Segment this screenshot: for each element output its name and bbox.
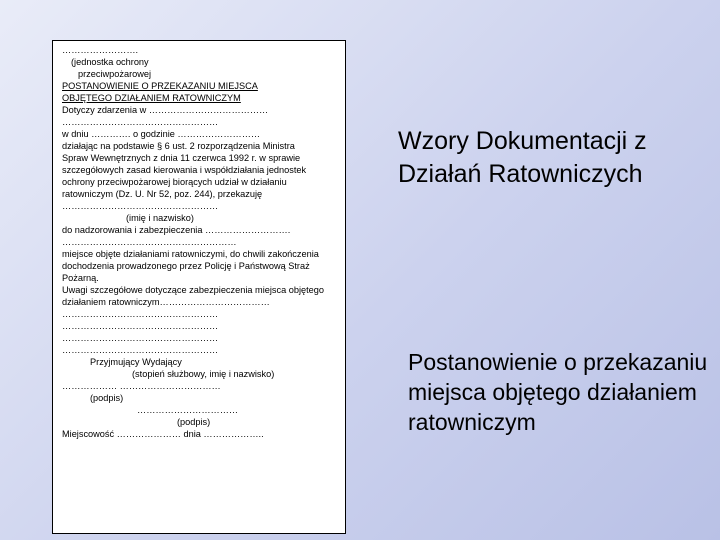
document-line: ………………………………………………… [62, 237, 237, 247]
document-line: (podpis) [90, 393, 124, 403]
document-line: …………………………………………… [62, 333, 219, 343]
document-line: Miejscowość ………………… dnia ……………….. [62, 429, 264, 439]
document-line: …………………………… [137, 405, 239, 415]
document-line: Dotyczy zdarzenia w ………………………………… [62, 105, 269, 115]
document-line: …………………………………………… [62, 321, 219, 331]
document-line: miejsce objęte działaniami ratowniczymi, do chwili zakończenia [62, 249, 319, 259]
document-line: ……………………. [62, 45, 139, 55]
document-line: ratowniczym (Dz. U. Nr 52, poz. 244), przekazuję [62, 189, 263, 199]
document-line: …………………………………………… [62, 345, 219, 355]
document-line: (imię i nazwisko) [126, 213, 194, 223]
document-line: działaniem ratowniczym……………………………… [62, 297, 270, 307]
document-line: (podpis) [177, 417, 211, 427]
document-line: (stopień służbowy, imię i nazwisko) [132, 369, 275, 379]
document-line: szczegółowych zasad kierowania i współdziałania jednostek [62, 165, 307, 175]
document-line: POSTANOWIENIE O PRZEKAZANIU MIEJSCA [62, 81, 258, 91]
document-line: ochrony przeciwpożarowej biorących udział w działaniu [62, 177, 287, 187]
document-line: …………………………………………… [62, 117, 219, 127]
document-line: Spraw Wewnętrznych z dnia 11 czerwca 1992 r. w sprawie [62, 153, 301, 163]
document-line: Przyjmujący Wydający [90, 357, 182, 367]
document-line: do nadzorowania i zabezpieczenia ………………………. [62, 225, 291, 235]
document-form [52, 40, 346, 534]
document-line: …………………………………………… [62, 309, 219, 319]
document-line: dochodzenia prowadzonego przez Policję i Państwową Straż [62, 261, 310, 271]
document-line: w dniu …………. o godzinie ……………………… [62, 129, 261, 139]
document-line: (jednostka ochrony [71, 57, 149, 67]
document-line: działając na podstawie § 6 ust. 2 rozporządzenia Ministra [62, 141, 295, 151]
document-line: OBJĘTEGO DZIAŁANIEM RATOWNICZYM [62, 93, 241, 103]
slide-title: Wzory Dokumentacji z Działań Ratowniczych [398, 127, 647, 188]
document-line: Uwagi szczegółowe dotyczące zabezpieczenia miejsca objętego [62, 285, 324, 295]
document-line: …………………………………………… [62, 201, 219, 211]
slide-subtitle: Postanowienie o przekazaniu miejsca objętego działaniem ratowniczym [408, 349, 708, 435]
document-line: ……………… …………………………… [62, 381, 221, 391]
document-line: Pożarną. [62, 273, 99, 283]
document-line: przeciwpożarowej [78, 69, 152, 79]
